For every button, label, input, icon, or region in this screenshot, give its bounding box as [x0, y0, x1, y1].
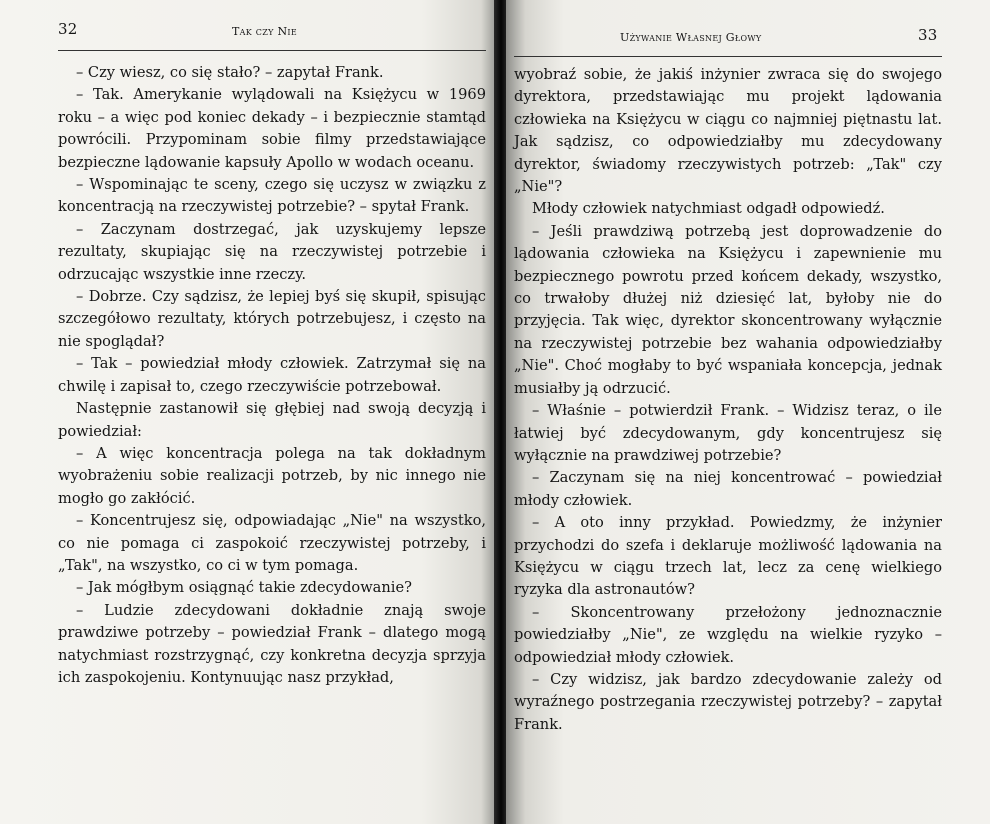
- right-header-rule: [514, 56, 942, 57]
- left-paragraph: – Tak – powiedział młody człowiek. Zatrzymał się na chwilę i zapisał to, czego rzeczywiście potrzebował.: [58, 355, 486, 395]
- left-paragraph: – Koncentrujesz się, odpowiadając „Nie" na wszystko, co nie pomaga ci zaspokoić rzeczywistej potrzeby, i „Tak", na wszystko, co ci w tym pomaga.: [58, 512, 486, 574]
- left-paragraph: – Jak mógłbym osiągnąć takie zdecydowanie?: [76, 579, 412, 597]
- left-paragraph: – Ludzie zdecydowani dokładnie znają swoje prawdziwe potrzeby – powiedział Frank – dlatego mogą natychmiast rozstrzygnąć, czy konkretna decyzja sprzyja ich zaspokojeniu. Kontynuując nasz przykład,: [58, 601, 486, 686]
- left-running-head-wrap: [232, 24, 297, 38]
- right-paragraph: – Jeśli prawdziwą potrzebą jest doprowadzenie do lądowania człowieka na Księżycu i zapewnienie mu bezpiecznego powrotu przed końcem dekady, wszystko, co trwałoby dłużej niż dziesięć lat, byłoby nie do przyjęcia. Tak więc, dyrektor skoncentrowany wyłącznie na rzeczywistej potrzebie bez wahania odpowiedziałby „Nie". Choć mogłaby to być wspaniała koncepcja, jednak musiałby ją odrzucić.: [514, 222, 942, 397]
- right-header: [918, 26, 938, 44]
- left-paragraph: – Czy wiesz, co się stało? – zapytał Frank.: [76, 64, 384, 81]
- left-paragraph: – A więc koncentracja polega na tak dokładnym wyobrażeniu sobie realizacji potrzeb, by nic innego nie mogło go zakłócić.: [58, 444, 486, 507]
- left-header-rule: [58, 50, 486, 51]
- right-paragraph: Młody człowiek natychmiast odgadł odpowiedź.: [532, 200, 885, 218]
- right-paragraph: wyobraź sobie, że jakiś inżynier zwraca się do swojego dyrektora, przedstawiając mu projekt lądowania człowieka na Księżycu w ciągu co najmniej piętnastu lat. Jak sądzisz, co odpowiedziałby mu zdecydowany dyrektor, świadomy rzeczywistych potrzeb: „Tak" czy „Nie"?: [514, 66, 942, 196]
- left-paragraph: – Tak. Amerykanie wylądowali na Księżycu w 1969 roku – a więc pod koniec dekady – i bezpiecznie stamtąd powrócili. Przypominam sobie filmy przedstawiające bezpieczne lądowanie kapsuły Apollo w wodach oceanu.: [58, 86, 486, 171]
- right-page-number: 33: [918, 26, 938, 44]
- right-running-head: Używanie Własnej Głowy: [620, 31, 762, 44]
- right-paragraph: – A oto inny przykład. Powiedzmy, że inżynier przychodzi do szefa i deklaruje możliwość lądowania na Księżycu w ciągu trzech lat, lecz za cenę wielkiego ryzyka dla astronautów?: [514, 514, 942, 599]
- right-paragraph: – Czy widzisz, jak bardzo zdecydowanie zależy od wyraźnego postrzegania rzeczywistej potrzeby? – zapytał Frank.: [514, 670, 942, 733]
- left-page-number: 32: [58, 20, 78, 38]
- right-running-head-wrap: [620, 30, 761, 44]
- right-paragraph: – Zaczynam się na niej koncentrować – powiedział młody człowiek.: [514, 469, 942, 509]
- right-paragraph: – Skoncentrowany przełożony jednoznacznie powiedziałby „Nie", ze względu na wielkie ryzyko – odpowiedział młody człowiek.: [514, 603, 942, 666]
- left-running-head: Tak czy Nie: [232, 25, 297, 38]
- left-paragraph: Następnie zastanowił się głębiej nad swoją decyzją i powiedział:: [58, 400, 486, 440]
- left-paragraph: – Zaczynam dostrzegać, jak uzyskujemy lepsze rezultaty, skupiając się na rzeczywistej potrzebie i odrzucając wszystkie inne rzeczy.: [58, 220, 486, 283]
- left-paragraph: – Wspominając te sceny, czego się uczysz w związku z koncentracją na rzeczywistej potrzebie? – spytał Frank.: [58, 176, 486, 216]
- right-paragraph: – Właśnie – potwierdził Frank. – Widzisz teraz, o ile łatwiej być zdecydowanym, gdy koncentrujesz się wyłącznie na prawdziwej potrzebie?: [514, 402, 942, 464]
- left-body-text: [58, 62, 486, 689]
- right-body-text: [514, 64, 942, 736]
- left-header: [58, 20, 78, 38]
- right-page: [506, 0, 990, 824]
- left-paragraph: – Dobrze. Czy sądzisz, że lepiej byś się skupił, spisując szczegółowo rezultaty, których potrzebujesz, i często na nie spoglądał?: [58, 288, 486, 350]
